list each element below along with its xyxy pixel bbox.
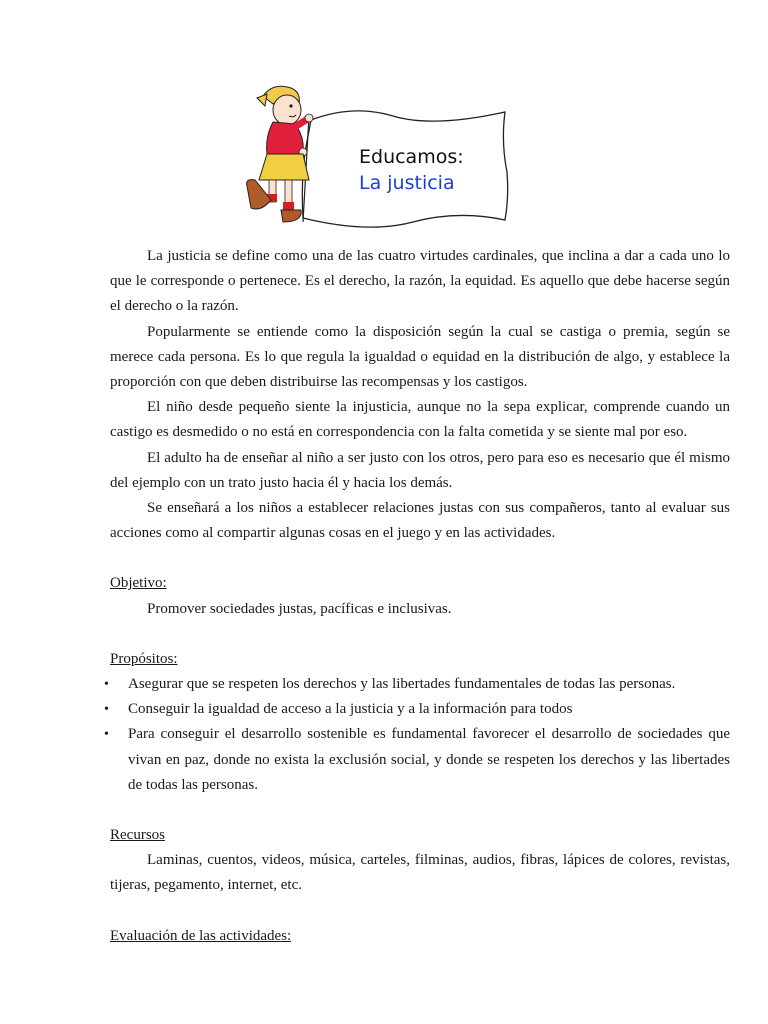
banner-title-line1: Educamos: bbox=[359, 146, 464, 168]
list-item bbox=[104, 722, 730, 798]
intro-paragraph-2: Popularmente se entiende como la disposición según la cual se castiga o premia, según se merece cada persona. Es lo que regula la igualdad o equidad en la distribución de algo, y establece la proporción con que deben distribuirse las recompensas y los castigos. bbox=[110, 323, 730, 391]
bullet-icon: • bbox=[104, 677, 109, 693]
propositos-heading: Propósitos: bbox=[110, 650, 178, 667]
objetivo-heading: Objetivo: bbox=[110, 575, 167, 592]
intro-paragraph-4: El adulto ha de enseñar al niño a ser justo con los otros, pero para eso es necesario que él mismo del ejemplo con un trato justo hacia él y hacia los demás. bbox=[110, 449, 730, 491]
list-item-text: Conseguir la igualdad de acceso a la justicia y a la información para todos bbox=[128, 701, 573, 718]
intro-paragraph-5: Se enseñará a los niños a establecer relaciones justas con sus compañeros, tanto al evaluar sus acciones como al compartir algunas cosas en el juego y en las actividades. bbox=[110, 500, 730, 542]
recursos-heading: Recursos bbox=[110, 827, 165, 844]
propositos-list bbox=[104, 672, 730, 798]
banner-title bbox=[359, 144, 464, 196]
banner-title-line2: La justicia bbox=[359, 172, 455, 194]
intro-paragraph-1: La justicia se define como una de las cuatro virtudes cardinales, que inclina a dar a cada uno lo que le corresponde o pertenece. Es el derecho, la razón, la equidad. Es aquello que debe hacerse según el derecho o la razón. bbox=[110, 248, 730, 315]
list-item bbox=[104, 697, 730, 722]
bullet-icon: • bbox=[104, 702, 109, 718]
list-item bbox=[104, 672, 730, 697]
evaluacion-heading: Evaluación de las actividades: bbox=[110, 927, 292, 944]
list-item-text: Para conseguir el desarrollo sostenible es fundamental favorecer el desarrollo de sociedades que vivan en paz, donde no exista la exclusión social, y donde se respeten los derechos y las libertades de todas las personas. bbox=[128, 726, 730, 793]
objetivo-text: Promover sociedades justas, pacíficas e inclusivas. bbox=[147, 600, 452, 617]
document-body bbox=[104, 244, 730, 949]
list-item-text: Asegurar que se respeten los derechos y las libertades fundamentales de todas las personas. bbox=[128, 676, 676, 693]
bullet-icon: • bbox=[104, 727, 109, 743]
recursos-text: Laminas, cuentos, videos, música, carteles, filminas, audios, fibras, lápices de colores, revistas, tijeras, pegamento, internet, etc. bbox=[110, 852, 730, 894]
intro-paragraph-3: El niño desde pequeño siente la injusticia, aunque no la sepa explicar, comprende cuando un castigo es desmedido o no está en correspondencia con la falta cometida y se siente mal por eso. bbox=[110, 399, 730, 441]
